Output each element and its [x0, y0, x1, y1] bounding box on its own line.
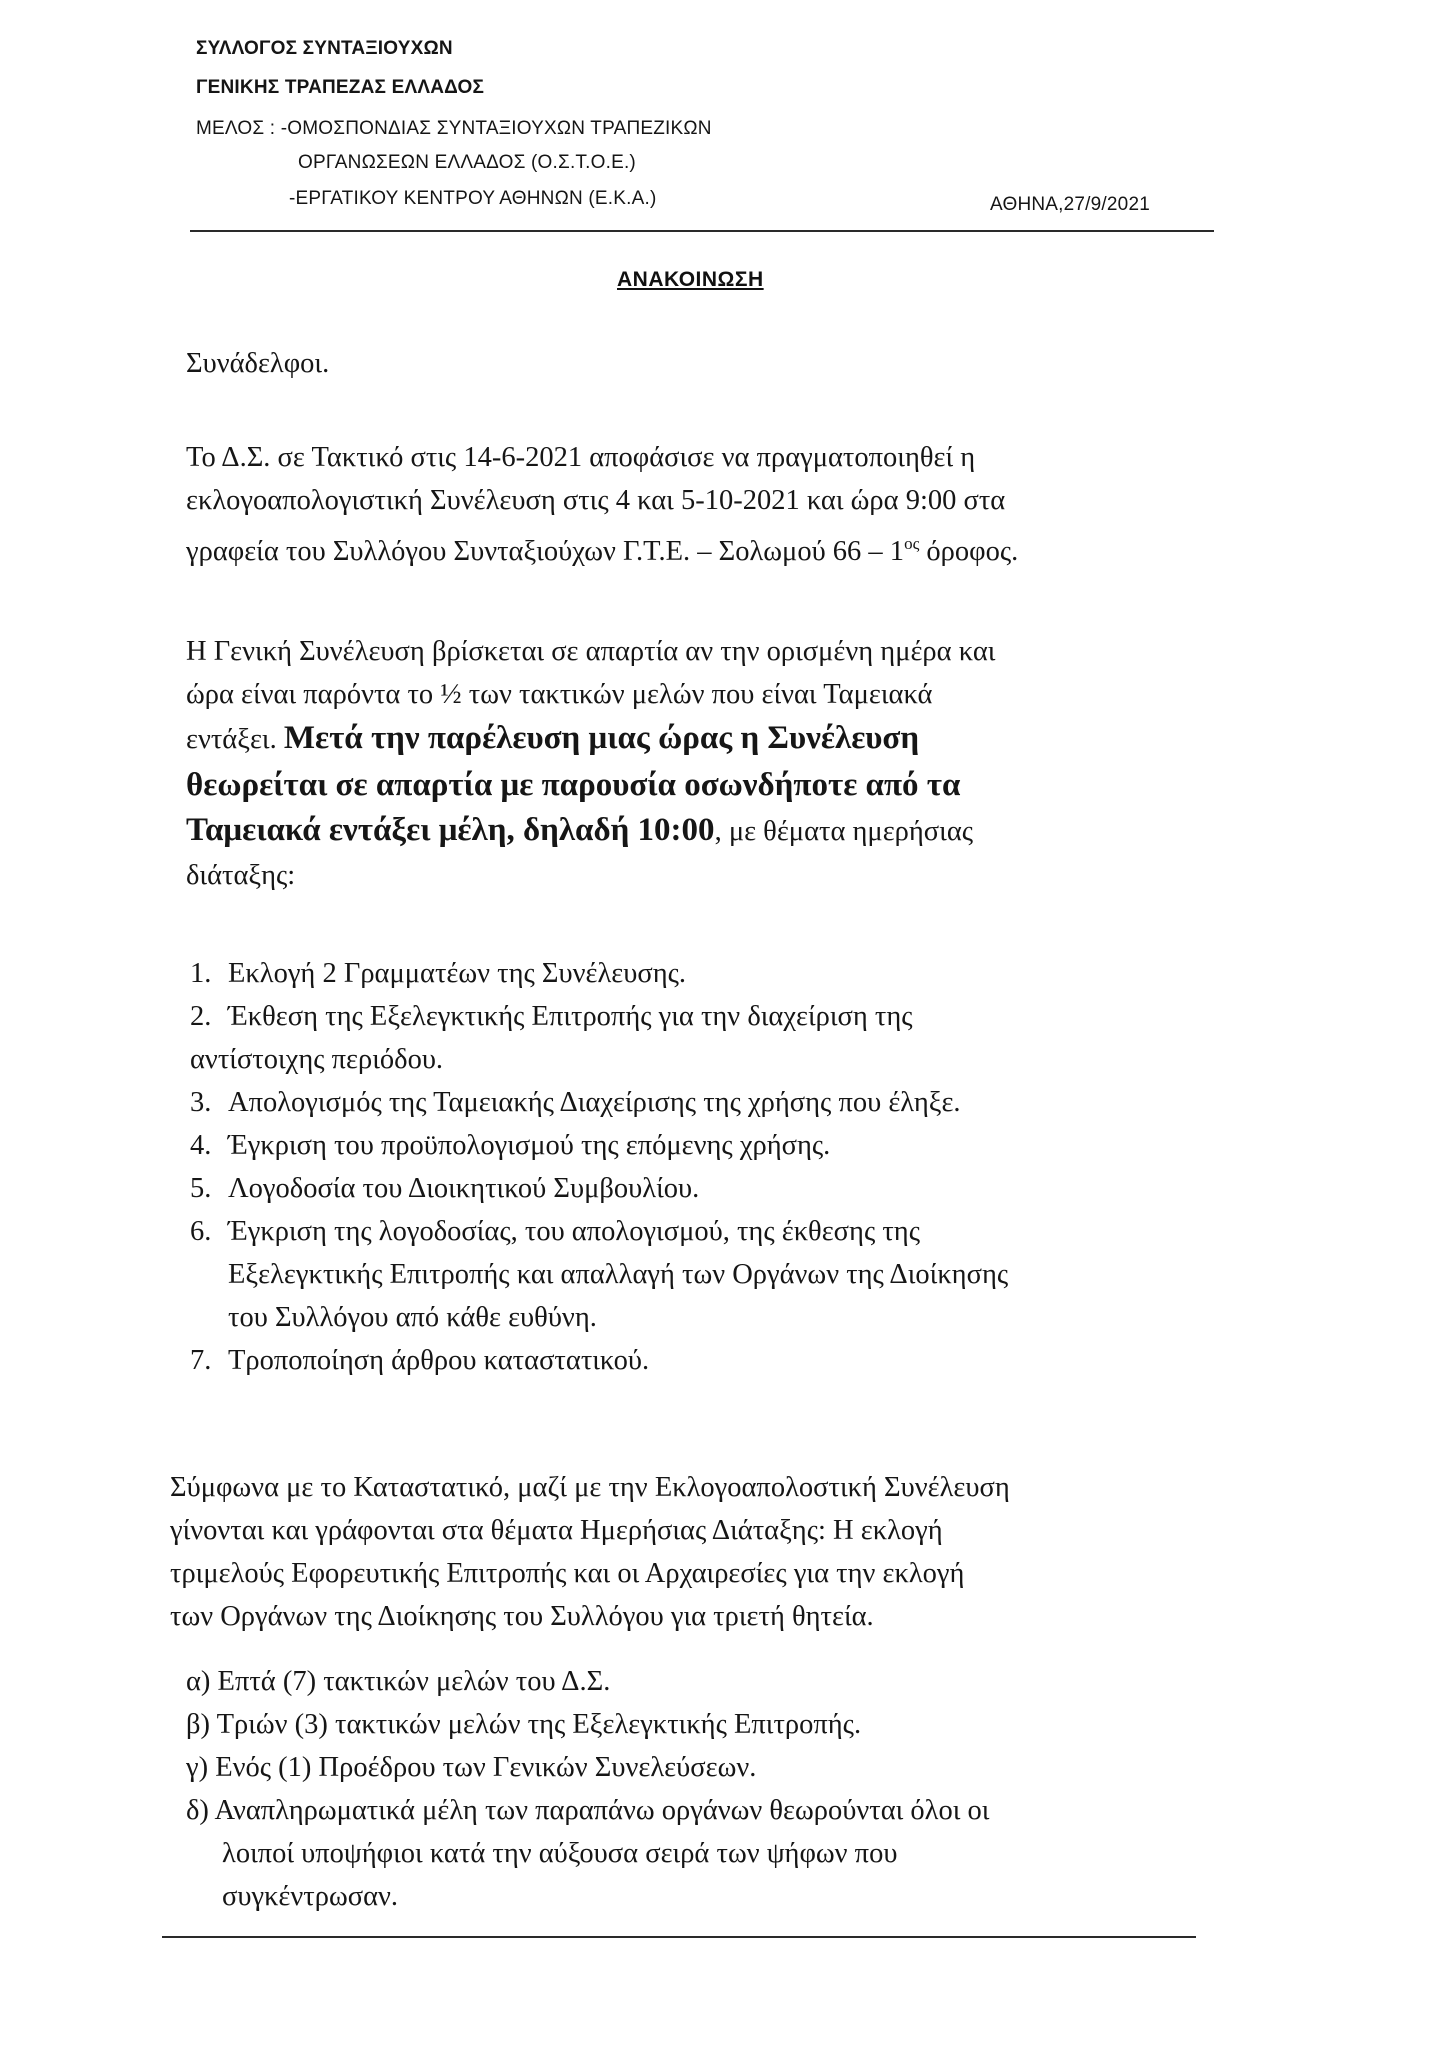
- agenda-item-text-cont: του Συλλόγου από κάθε ευθύνη.: [228, 1302, 597, 1333]
- place-date: ΑΘΗΝΑ,27/9/2021: [990, 194, 1150, 215]
- para1-line3: [186, 522, 1196, 573]
- para2-line5: [186, 808, 1196, 854]
- agenda-item-number: 5.: [190, 1173, 212, 1204]
- agenda-item-number: 1.: [190, 958, 212, 989]
- agenda-item-text: Τροποποίηση άρθρου καταστατικού.: [228, 1345, 650, 1376]
- para1-line2: εκλογοαπολογιστική Συνέλευση στις 4 και 5-10-2021 και ώρα 9:00 στα: [186, 485, 1006, 516]
- salutation-text: Συνάδελφοι.: [186, 348, 330, 379]
- agenda-item-number: 3.: [190, 1087, 212, 1118]
- agenda-item-text: Απολογισμός της Ταμειακής Διαχείρισης της χρήσης που έληξε.: [228, 1087, 961, 1118]
- election-item: [186, 1789, 1246, 1918]
- agenda-item-number: 6.: [190, 1216, 212, 1247]
- para2-line1: Η Γενική Συνέλευση βρίσκεται σε απαρτία αν την ορισμένη ημέρα και: [186, 636, 996, 667]
- election-item: β) Τριών (3) τακτικών μελών της Εξελεγκτικής Επιτροπής.: [186, 1709, 862, 1740]
- para3-line4: των Οργάνων της Διοίκησης του Συλλόγου για τριετή θητεία.: [170, 1601, 874, 1632]
- para1-line3-text: γραφεία του Συλλόγου Συνταξιούχων Γ.Τ.Ε. – Σολωμού 66 – 1: [186, 536, 905, 567]
- para1-line3-end: όροφος.: [919, 536, 1019, 567]
- para2-line3-text: εντάξει.: [186, 724, 284, 755]
- agenda-item-text-cont: Εξελεγκτικής Επιτροπής και απαλλαγή των Οργάνων της Διοίκησης: [228, 1259, 1009, 1290]
- agenda-item: [150, 1210, 1210, 1339]
- election-item-text: δ) Αναπληρωματικά μέλη των παραπάνω οργάνων θεωρούνται όλοι οι: [186, 1795, 990, 1826]
- agenda-item: [150, 1124, 1210, 1167]
- agenda-item-number: 4.: [190, 1130, 212, 1161]
- agenda-item-text: Εκλογή 2 Γραμματέων της Συνέλευσης.: [228, 958, 687, 989]
- agenda-item-text: Έγκριση του προϋπολογισμού της επόμενης χρήσης.: [228, 1130, 831, 1161]
- para2-line2: ώρα είναι παρόντα το ½ των τακτικών μελών που είναι Ταμειακά: [186, 679, 933, 710]
- election-item-text-cont: συγκέντρωσαν.: [222, 1881, 399, 1912]
- agenda-list: [150, 952, 1210, 1382]
- elections-list: [186, 1660, 1246, 1918]
- paragraph-meeting-decision: [186, 436, 1196, 573]
- agenda-item-number: 7.: [190, 1345, 212, 1376]
- agenda-item: [150, 1339, 1210, 1382]
- paragraph-statute: [170, 1466, 1180, 1638]
- org-name-line1: ΣΥΛΛΟΓΟΣ ΣΥΝΤΑΞΙΟΥΧΩΝ: [196, 38, 453, 59]
- agenda-item: [150, 952, 1210, 995]
- org-name-line2: ΓΕΝΙΚΗΣ ΤΡΑΠΕΖΑΣ ΕΛΛΑΔΟΣ: [196, 77, 485, 98]
- membership-line3: -ΕΡΓΑΤΙΚΟΥ ΚΕΝΤΡΟΥ ΑΘΗΝΩΝ (Ε.Κ.Α.): [289, 188, 657, 209]
- para1-line1: Το Δ.Σ. σε Τακτικό στις 14-6-2021 αποφάσισε να πραγματοποιηθεί η: [186, 442, 976, 473]
- agenda-item: [150, 1081, 1210, 1124]
- election-item-text-cont: λοιποί υποψήφιοι κατά την αύξουσα σειρά των ψήφων που: [222, 1838, 898, 1869]
- membership-line1: ΜΕΛΟΣ : -ΟΜΟΣΠΟΝΔΙΑΣ ΣΥΝΤΑΞΙΟΥΧΩΝ ΤΡΑΠΕΖΙΚΩΝ: [196, 118, 712, 139]
- para2-line3-bold: Μετά την παρέλευση μιας ώρας η Συνέλευση: [283, 720, 920, 756]
- para3-line1: Σύμφωνα με το Καταστατικό, μαζί με την Εκλογοαπολοστική Συνέλευση: [170, 1472, 1010, 1503]
- para2-line4-bold: θεωρείται σε απαρτία με παρουσία οσωνδήποτε από τα: [186, 767, 961, 803]
- agenda-item-text: Λογοδοσία του Διοικητικού Συμβουλίου.: [228, 1173, 700, 1204]
- para3-line2: γίνονται και γράφονται στα θέματα Ημερήσιας Διάταξης: Η εκλογή: [170, 1515, 943, 1546]
- para3-line3: τριμελούς Εφορευτικής Επιτροπής και οι Αρχαιρεσίες για την εκλογή: [170, 1558, 965, 1589]
- membership-line2: ΟΡΓΑΝΩΣΕΩΝ ΕΛΛΑΔΟΣ (Ο.Σ.Τ.Ο.Ε.): [298, 152, 636, 173]
- agenda-item-text: Έκθεση της Εξελεγκτικής Επιτροπής για την διαχείριση της: [228, 1001, 913, 1032]
- footer-divider: [162, 1936, 1196, 1938]
- para2-line5-text: , με θέματα ημερήσιας: [714, 816, 974, 847]
- election-item: γ) Ενός (1) Προέδρου των Γενικών Συνελεύσεων.: [186, 1752, 757, 1783]
- election-item: α) Επτά (7) τακτικών μελών του Δ.Σ.: [186, 1666, 611, 1697]
- agenda-item: [150, 995, 1210, 1081]
- agenda-item-text-cont: αντίστοιχης περιόδου.: [190, 1044, 444, 1075]
- para2-line6: διάταξης:: [186, 860, 296, 891]
- agenda-item: [150, 1167, 1210, 1210]
- header-divider: [190, 230, 1214, 232]
- announcement-title: ΑΝΑΚΟΙΝΩΣΗ: [617, 268, 764, 291]
- agenda-item-number: 2.: [190, 1001, 212, 1032]
- paragraph-quorum: [186, 630, 1196, 897]
- salutation: [186, 342, 1196, 385]
- agenda-item-text: Έγκριση της λογοδοσίας, του απολογισμού, της έκθεσης της: [228, 1216, 921, 1247]
- ordinal-superscript: ος: [904, 534, 920, 553]
- para2-line5-bold: Ταμειακά εντάξει μέλη, δηλαδή 10:00: [186, 812, 715, 848]
- para2-line3: [186, 716, 1196, 762]
